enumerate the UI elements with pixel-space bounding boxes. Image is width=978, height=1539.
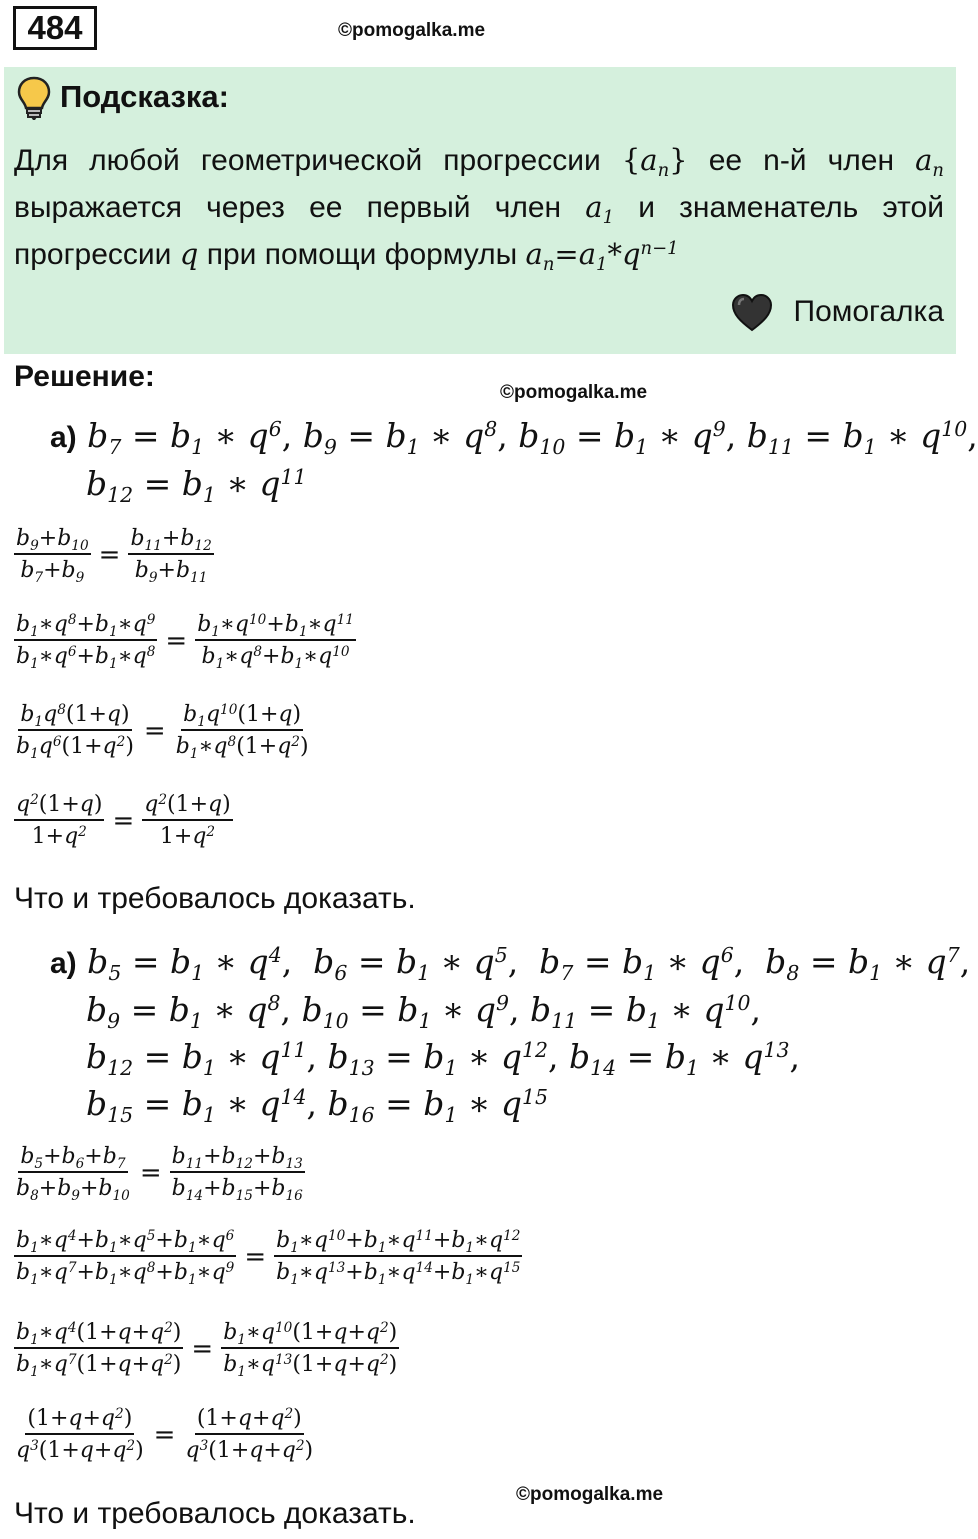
hint-text [14, 137, 944, 278]
formula-sequence: $\{a_n\}$ [621, 143, 688, 182]
hint-text-4: и знаменатель этой прогрессии [14, 191, 944, 271]
task-number-badge: 484 [13, 6, 97, 50]
part2-definitions-line1: а) $b_5 = b_1$ ∗ $q^4$, $b_6 = b_1$ ∗ $q^5$, $b_7 = b_1$ ∗ $q^6$, $b_8 = b_1$ ∗ $q^7$, [50, 942, 971, 986]
solution-label: Решение: [14, 360, 155, 393]
hint-text-2: ее n-й член [708, 144, 895, 177]
hint-text-1: Для любой геометрической прогрессии [14, 144, 601, 177]
part2-label: а) [50, 947, 77, 980]
part2-step2: $\frac{b_1∗q^4+b_1∗q^5+b_1∗q^6}{b_1∗q^7+b_1∗q^8+b_1∗q^9}$ = $\frac{b_1∗q^{10}+b_1∗q^{11}+b_1∗q^{12}}{b_1∗q^{13}+b_1∗q^{14}+b_1∗q^{15}}$ [16, 1227, 521, 1288]
part1-conclusion: Что и требовалось доказать. [14, 882, 416, 915]
watermark-bottom: ©pomogalka.me [516, 1484, 664, 1505]
part2-definitions-line2: $b_9 = b_1$ ∗ $q^8$, $b_{10} = b_1$ ∗ $q^9$, $b_{11} = b_1$ ∗ $q^{10}$, [86, 990, 762, 1034]
part2-step4: $\frac{(1+q+q^2)}{q^3(1+q+q^2)}$ = $\frac{(1+q+q^2)}{q^3(1+q+q^2)}$ [16, 1405, 314, 1463]
hint-box [4, 67, 956, 354]
formula-a1: $a_1$ [585, 190, 615, 229]
part1-step1: $\frac{b_9+b_{10}}{b_7+b_9}$ = $\frac{b_{11}+b_{12}}{b_9+b_{11}}$ [16, 526, 212, 586]
part2-conclusion: Что и требовалось доказать. [14, 1497, 416, 1530]
part1-definitions-line1: а) $b_7 = b_1$ ∗ $q^6$, $b_9 = b_1$ ∗ $q^8$, $b_{10} = b_1$ ∗ $q^9$, $b_{11} = b_1$ ∗ $q^{10}$, [50, 416, 978, 460]
watermark-top: ©pomogalka.me [338, 20, 486, 41]
hint-title: Подсказка: [60, 79, 229, 114]
lightbulb-icon [16, 75, 52, 121]
part2-step1: $\frac{b_5+b_6+b_7}{b_8+b_9+b_{10}}$ = $\frac{b_{11}+b_{12}+b_{13}}{b_{14}+b_{15}+b_{16}}$ [16, 1144, 303, 1204]
part1-definitions-line2: $b_{12} = b_1$ ∗ $q^{11}$ [86, 464, 307, 508]
part2-definitions-line4: $b_{15} = b_1$ ∗ $q^{14}$, $b_{16} = b_1$ ∗ $q^{15}$ [86, 1084, 549, 1128]
part2-step3: $\frac{b_1∗q^4(1+q+q^2)}{b_1∗q^7(1+q+q^2)}$ = $\frac{b_1∗q^{10}(1+q+q^2)}{b_1∗q^{13}(1+q+q^2)}$ [16, 1319, 398, 1380]
brand-label: Помогалка [793, 295, 944, 328]
part1-step4: $\frac{q^2(1+q)}{1+q^2}$ = $\frac{q^2(1+q)}{1+q^2}$ [16, 791, 231, 849]
hint-text-5: при помощи формулы [206, 238, 518, 271]
hint-text-3: выражается через ее первый член [14, 191, 562, 224]
formula-general-term: $a_n=a_1*q^{n-1}$ [525, 237, 679, 276]
watermark-middle: ©pomogalka.me [500, 382, 648, 403]
part2-definitions-line3: $b_{12} = b_1$ ∗ $q^{11}$, $b_{13} = b_1$ ∗ $q^{12}$, $b_{14} = b_1$ ∗ $q^{13}$, [86, 1037, 801, 1081]
part1-step2: $\frac{b_1∗q^8+b_1∗q^9}{b_1∗q^6+b_1∗q^8}$ = $\frac{b_1∗q^{10}+b_1∗q^{11}}{b_1∗q^8+b_1∗q^{10}}$ [16, 611, 354, 672]
heart-icon [730, 293, 774, 333]
formula-an: $a_n$ [915, 143, 944, 182]
part1-step3: $\frac{b_1q^8(1+q)}{b_1q^6(1+q^2)}$ = $\frac{b_1q^{10}(1+q)}{b_1∗q^8(1+q^2)}$ [16, 701, 309, 762]
formula-q: q [179, 237, 199, 271]
part1-label: а) [50, 421, 77, 454]
